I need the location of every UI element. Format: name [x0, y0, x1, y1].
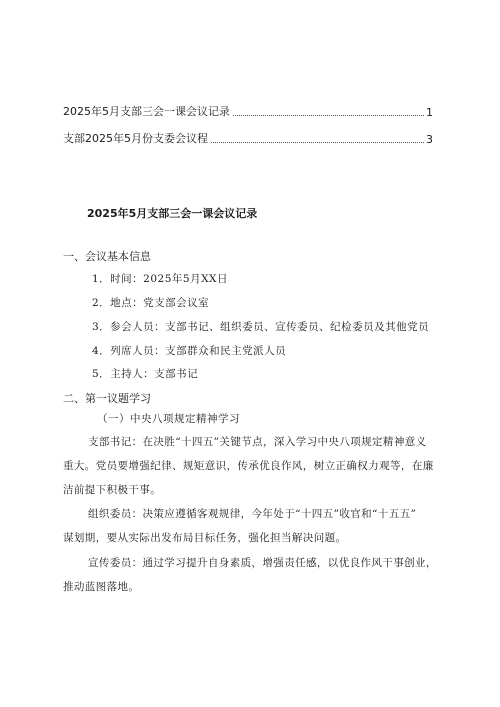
info-item: 3．参会人员：支部书记、组织委员、宣传委员、纪检委员及其他党员	[92, 321, 430, 333]
paragraph	[63, 502, 441, 550]
paragraph-line: 宣传委员：通过学习提升自身素质，增强责任感，以优良作风干事创业，	[88, 557, 437, 569]
paragraph-line: 组织委员：决策应遵循客观规律，今年处于“十四五”收官和“十五五”	[88, 508, 417, 520]
section-heading: 二、第一议题学习	[63, 392, 151, 405]
paragraph-line: 重大。党员要增强纪律、规矩意识，传承优良作风，树立正确权力观等，在廉	[63, 460, 434, 472]
info-item: 5．主持人：支部书记	[92, 368, 199, 380]
subsection-heading: （一）中央八项规定精神学习	[97, 413, 240, 425]
paragraph-line: 支部书记：在决胜“十四五”关键节点，深入学习中央八项规定精神意义	[88, 436, 427, 448]
toc-entry[interactable]	[63, 101, 433, 119]
toc-entry-title: 2025年5月支部三会一课会议记录	[63, 105, 230, 118]
document-title: 2025年5月支部三会一课会议记录	[87, 207, 258, 220]
info-item: 1．时间：2025年5月XX日	[92, 273, 229, 285]
paragraph-line: 洁前提下积极干事。	[63, 484, 162, 496]
toc-entry-page: 1	[426, 106, 433, 119]
paragraph	[63, 430, 441, 502]
toc-leader-dots	[211, 142, 424, 143]
paragraph-line: 推动蓝图落地。	[63, 581, 140, 593]
toc-entry[interactable]	[63, 128, 433, 146]
section-heading: 一、会议基本信息	[63, 250, 151, 263]
info-item: 4．列席人员：支部群众和民主党派人员	[92, 345, 287, 357]
toc-leader-dots	[233, 115, 424, 116]
toc-entry-title: 支部2025年5月份支委会议程	[63, 132, 208, 145]
info-item: 2．地点：党支部会议室	[92, 297, 210, 309]
paragraph-line: 谋划期，要从实际出发布局目标任务，强化担当解决问题。	[63, 532, 347, 544]
paragraph	[63, 551, 441, 599]
toc-entry-page: 3	[426, 133, 433, 146]
